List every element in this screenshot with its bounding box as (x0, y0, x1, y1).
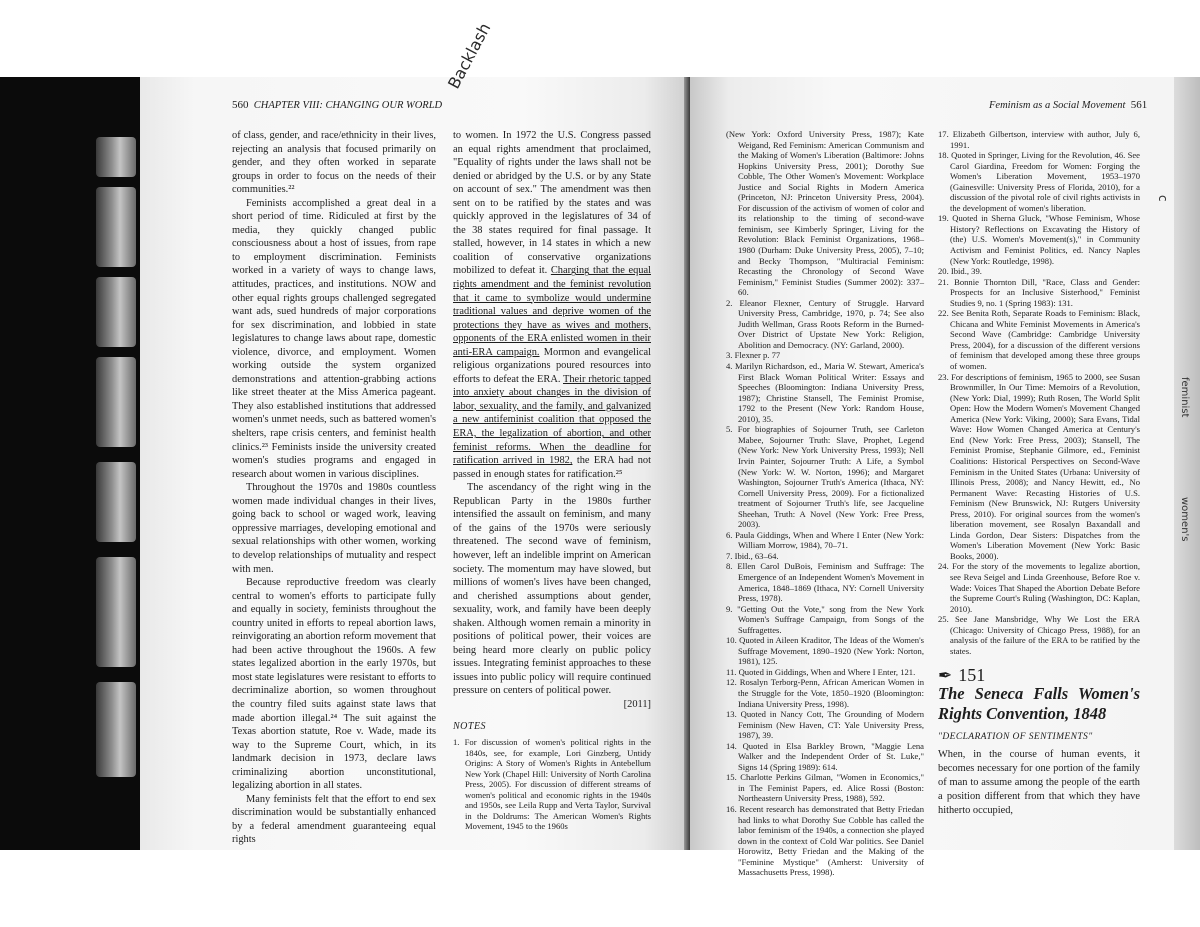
footnote: 6. Paula Giddings, When and Where I Enter (New York: William Morrow, 1984), 70–71. (726, 529, 924, 551)
left-running-head (232, 99, 442, 111)
underlined-passage: Their rhetoric tapped into anxiety about changes in the division of labor, sexuality, and the family, and galvanized a new antifeminist coalition that opposed the ERA, the legalization of abortion, and other feminist reforms. When the deadline for ratification arrived in 1982, (453, 373, 651, 467)
page-tab (96, 557, 136, 667)
page-tab (96, 682, 136, 777)
footnote: 9. "Getting Out the Vote," song from the New York Women's Suffrage Campaign, from Songs of the Suffragettes. (726, 603, 924, 635)
page-tab (96, 187, 136, 267)
footnote: 1. For discussion of women's political rights in the 1840s, see, for example, Lori Ginzberg, Untidy Origins: A Story of Women's Rights in Antebellum New York (Chapel Hill: University of North Carolina Press, 2005). For discussion of different streams of women's political and economic rights in the 1940s and 1950s, see Leila Rupp and Verta Taylor, Survival in the Doldrums: The American Women's Rights Movement, 1945 to the 1960s (453, 737, 651, 832)
footnote: 19. Quoted in Sherna Gluck, "Whose Feminism, Whose History? Reflections on Excavating the History of (the) U.S. Women's Movement(s)," in Community Activism and Feminist Politics, ed. Nancy Naples (New York: Routledge, 1998). (938, 213, 1140, 266)
chapter-title: CHAPTER VIII: CHANGING OUR WORLD (253, 100, 443, 111)
right-page-number: 561 (1130, 99, 1148, 111)
underlined-passage: Charging that the equal rights amendment and the feminist revolution that it came to symbolize would undermine traditional values and deprive women of the protections they have as wives and mothers, opponents of the ERA enlisted women in their anti-ERA campaign. (453, 265, 651, 358)
footnote: 12. Rosalyn Terborg-Penn, African American Women in the Struggle for the Vote, 1850–1920 (Bloomington: Indiana University Press, 1998). (726, 677, 924, 709)
document-number: ✒ 151 (938, 665, 986, 686)
footnote: 23. For descriptions of feminism, 1965 to 2000, see Susan Brownmiller, In Our Time: Memoirs of a Revolution, (New York: Dial, 1999); Ruth Rosen, The World Split Open: How the Modern Women's Movement Changed America (New York: Viking, 2000); Sara Evans, Tidal Wave: How Women Changed America at Century's End (New York: Free Press, 2003); Stansell, The Feminist Promise, Stephanie Gilmore, ed., Feminist Coalitions: Historical Perspectives on Second-Wave Feminism in the United States (Urbana: University of Illinois Press, 2008); and Nancy Hewitt, ed., No Permanent Wave: Recasting Histories of U.S. Feminism (New Brunswick, NJ: Rutgers University Press, 2010). For original sources from the women's liberation movement, see Rosalyn Baxandall and Linda Gordon, Dear Sisters: Dispatches from the Women's Liberation Movement (New York: Basic Books, 2000). (938, 371, 1140, 561)
publication-year: [2011] (623, 698, 651, 710)
right-page (690, 77, 1174, 878)
right-running-head (989, 99, 1147, 111)
footnote: 10. Quoted in Aileen Kraditor, The Ideas of the Women's Suffrage Movement, 1890–1920 (New York: Norton, 1981), 125. (726, 635, 924, 667)
footnote: 4. Marilyn Richardson, ed., Maria W. Stewart, America's First Black Woman Political Writer: Essays and Speeches (Bloomington: Indiana University Press, 1987); Christine Stansell, The Feminist Promise, 1792 to the Present (New York: Random House, 2010), 35. (726, 361, 924, 424)
document-text: When, in the course of human events, it becomes necessary for one portion of the family of man to assume among the people of the earth a position different from that which they have hitherto occupied, (938, 749, 1140, 817)
footnote: 24. For the story of the movements to legalize abortion, see Reva Seigel and Linda Greenhouse, Before Roe v. Wade: Voices That Shaped the Abortion Debate Before the Supreme Court's Ruling (Washington, DC: Kaplan, 2010). (938, 561, 1140, 614)
paragraph: of class, gender, and race/ethnicity in their lives, rejecting an analysis that focused primarily on gender, and they often worked in separate groups in order to focus on the needs of their communities.²² (232, 130, 436, 196)
footnote: 5. For biographies of Sojourner Truth, see Carleton Mabee, Sojourner Truth: Slave, Prophet, Legend (New York: New York University Press, 1993); Nell Irvin Painter, Sojourner Truth: A Life, a Symbol (New York: W. W. Norton, 1996); and Margaret Washington, Sojourner Truth's America (Ithaca, NY: Cornell University Press, 2009). For a fictionalized treatment of Sojourner Truth's life, see Jacqueline Sheehan, Truth: A Novel (New York: Free Press, 2003). (726, 424, 924, 530)
footnote: 22. See Benita Roth, Separate Roads to Feminism: Black, Chicana and White Feminist Movements in America's Second Wave (Cambridge: Cambridge University Press, 2004), for a discussion of the different versions of feminism that developed among these three groups of women. (938, 308, 1140, 372)
section-title: Feminism as a Social Movement (989, 100, 1126, 111)
left-text-column (232, 129, 436, 847)
paragraph: The ascendancy of the right wing in the Republican Party in the 1980s further intensified the assault on feminism, and many of the gains of the 1970s were seriously threatened. The second wave of feminism, however, left an indelible imprint on American society. The momentum may have slowed, but millions of women's lives have been changed, and cherished assumptions about gender, sexuality, work, and family have been deeply shaken. Although women remain a minority in positions of political power, their voices are being heard more clearly on public policy issues. Integrating feminist approaches to these issues into public policy will require continued pressure on centers of political power. (453, 482, 651, 697)
page-tab (96, 137, 136, 177)
notes-column-b (938, 129, 1140, 818)
footnote: 15. Charlotte Perkins Gilman, "Women in Economics," in The Feminist Papers, ed. Alice Rossi (Boston: Northeastern University Press, 1988), 592. (726, 772, 924, 804)
footnote: 18. Quoted in Springer, Living for the Revolution, 46. See Carol Giardina, Freedom for Women: Forging the Women's Liberation Movement, 1953–1970 (Gainesville: University Press of Florida, 2010), for a discussion of the pivotal role of civil rights activists in the development of women's liberation. (938, 150, 1140, 213)
paragraph: Many feminists felt that the effort to end sex discrimination would be substantially enhanced by a federal amendment guaranteeing equal rights (232, 793, 436, 846)
left-page-number: 560 (232, 99, 249, 111)
document-subtitle: "DECLARATION OF SENTIMENTS" (938, 731, 1093, 742)
document-title: The Seneca Falls Women's Rights Convention, 1848 (938, 683, 1140, 723)
footnote: 3. Flexner p. 77 (726, 350, 781, 361)
document-heading-block (938, 665, 1140, 818)
footnote: 17. Elizabeth Gilbertson, interview with author, July 6, 1991. (938, 129, 1140, 150)
handwritten-note: Backlash (444, 19, 495, 92)
margin-note: women's (1179, 497, 1190, 542)
notes-heading: NOTES (453, 720, 487, 732)
footnote: 8. Ellen Carol DuBois, Feminism and Suffrage: The Emergence of an Independent Women's Movement in America, 1848–1869 (Ithaca, NY: Cornell University Press, 1978). (726, 561, 924, 604)
scanner-edge (1174, 77, 1200, 850)
quill-icon: ✒ (938, 666, 953, 686)
footnote: 14. Quoted in Elsa Barkley Brown, "Maggie Lena Walker and the Independent Order of St. Luke," Signs 14 (Spring 1989): 614. (726, 740, 924, 772)
footnote: 13. Quoted in Nancy Cott, The Grounding of Modern Feminism (New Haven, CT: Yale University Press, 1987), 39. (726, 709, 924, 741)
footnote: 20. Ibid., 39. (938, 266, 982, 277)
footnote: 25. See Jane Mansbridge, Why We Lost the ERA (Chicago: University of Chicago Press, 1988), for an analysis of the failure of the ERA to be ratified by the states. (938, 614, 1140, 656)
footnote: (New York: Oxford University Press, 1987); Kate Weigand, Red Feminism: American Communism and the Making of Women's Liberation (Baltimore: Johns Hopkins University Press, 2001); Dorothy Sue Cobble, The Other Women's Movement: Workplace Justice and Social Rights in Modern America (Princeton, NJ: Princeton University Press, 2004). For discussion of the activism of women of color and its relationship to the timing of second-wave feminism, see Kimberly Springer, Living for the Revolution: Black Feminist Organizations, 1968–1980 (Durham: Duke University Press, 2005), 7–10; and Becky Thompson, "Multiracial Feminism: Recasting the Chronology of Second Wave Feminism," Feminist Studies (Summer 2002): 337–60. (726, 129, 924, 298)
left-page (140, 19, 688, 850)
footnote: 2. Eleanor Flexner, Century of Struggle. Harvard University Press, Cambridge, 1970, p. 74; See also Judith Wellman, Grass Roots Reform in the Burned-Over District of Upstate New York: Religion, Abolition and Democracy. (NY: Garland, 2000). (726, 297, 924, 350)
middle-text-column (453, 129, 651, 832)
scanned-book-spread (0, 19, 1200, 878)
notes-list (453, 737, 651, 832)
margin-note: c (1156, 195, 1170, 202)
page-tab (96, 357, 136, 447)
footnote: 16. Recent research has demonstrated that Betty Friedan had links to what Dorothy Sue Cobble has called the labor feminism of the 1940s, a connection she played down in the context of Cold War politics. See Daniel Horowitz, Betty Friedan and the Making of the "Feminine Mystique" (Amherst: University of Massachusetts Press, 1998). (726, 804, 924, 878)
paragraph: to women. In 1972 the U.S. Congress passed an equal rights amendment that proclaimed, "Equality of rights under the laws shall not be denied or abridged by the U.S. or by any State on account of sex." The amendment was then sent on to be ratified by the states and was quickly approved in the legislatures of 34 of the 38 states required for final passage. It stalled, however, in 14 states in which a new coalition of conservative organizations mobilized to defeat it. Charging that the equal rights amendment and the feminist revolution that it came to symbolize would undermine traditional values and deprive women of the protections they have as wives and mothers, opponents of the ERA enlisted women in their anti-ERA campaign. Mormon and evangelical religious organizations poured resources into efforts to defeat the ERA. Their rhetoric tapped into anxiety about changes in the division of labor, sexuality, and the family, and galvanized a new antifeminist coalition that opposed the ERA, the legalization of abortion, and other feminist reforms. When the deadline for ratification arrived in 1982, the ERA had not passed in enough states for ratification.²⁵ (453, 130, 651, 480)
page-tab (96, 462, 136, 542)
footnote: 11. Quoted in Giddings, When and Where I Enter, 121. (726, 666, 916, 677)
notes-column-a (726, 129, 924, 878)
footnote: 7. Ibid., 63–64. (726, 550, 779, 561)
page-tab (96, 277, 136, 347)
footnote: 21. Bonnie Thornton Dill, "Race, Class and Gender: Prospects for an Inclusive Sisterhood," Feminist Studies 9, no. 1 (Spring 1983): 131. (938, 276, 1140, 308)
paragraph: Throughout the 1970s and 1980s countless women made individual changes in their lives, going back to school or waged work, leaving oppressive marriages, developing emotional and sexual relationships with other women, working to develop relationships of mutuality and respect with men. (232, 482, 436, 575)
margin-note: feminist (1179, 377, 1190, 418)
paragraph: Feminists accomplished a great deal in a short period of time. Ridiculed at first by the media, they quickly changed public consciousness about a host of issues, from rape to employment discrimination. Feminists worked in a variety of ways to change laws, attitudes, practices, and institutions. NOW and other equal rights groups challenged segregated want ads, sued hundreds of major corporations for sex discrimination, and lobbied in state legislatures to change laws about rape, domestic violence, divorce, and employment. Women working outside the system organized demonstrations and attention-grabbing actions like street theater at the Miss America pageant. They also established institutions that addressed women's unmet needs, such as battered women's shelters, rape crisis centers, and feminist health clinics.²³ Feminists inside the university created women's studies programs and engaged in research about women in various disciplines. (232, 197, 436, 480)
paragraph: Because reproductive freedom was clearly central to women's efforts to participate fully and equally in society, feminists throughout the country united in efforts to repeal abortion laws, reinvigorating an abortion reform movement that had been active throughout the 1960s. A few states legalized abortion in the early 1970s, but most state legislatures were resistant to efforts to decriminalize abortion, so women throughout the country filed suits against state laws that made abortion illegal.²⁴ The suit against the Texas abortion statute, Roe v. Wade, made its way to the Supreme Court, which, in its landmark decision in 1973, declare laws criminalizing abortion unconstitutional, legalizing abortion in all states. (232, 577, 436, 792)
